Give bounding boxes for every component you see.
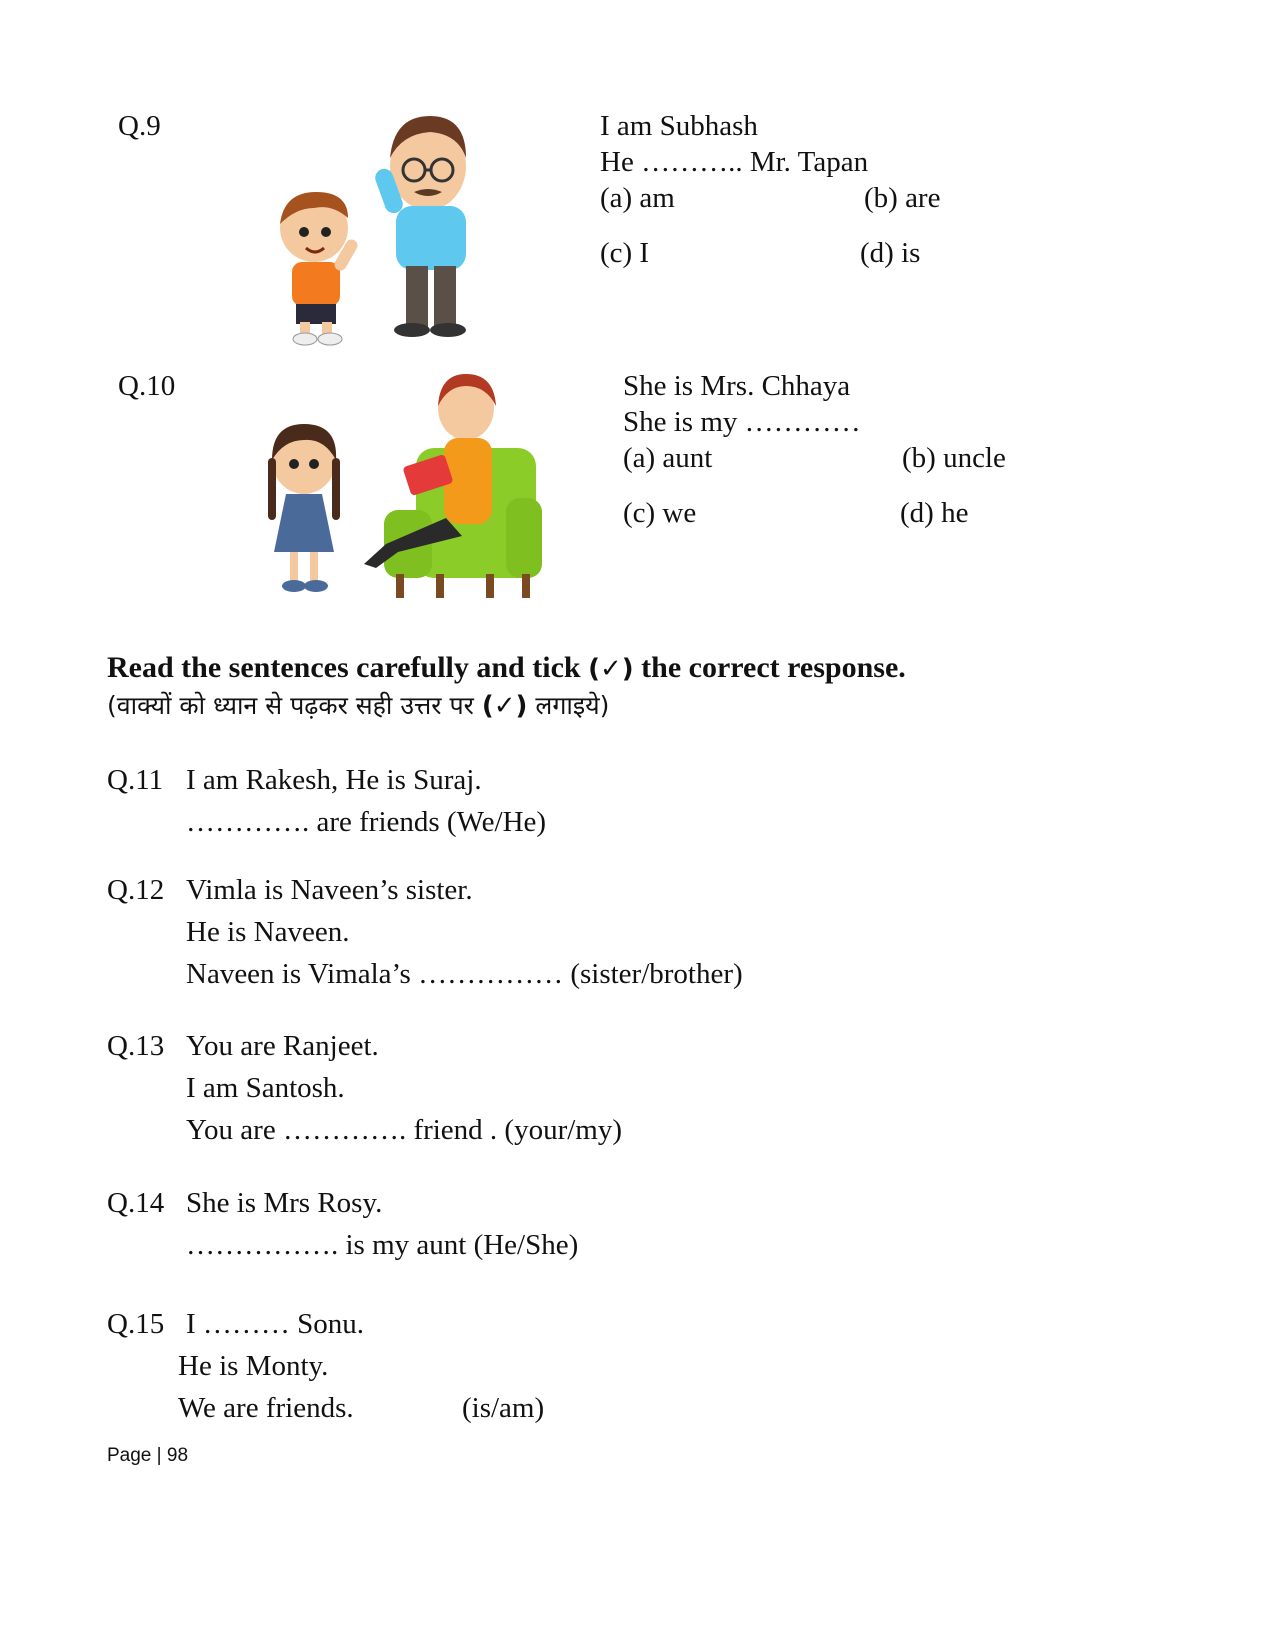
- instruction-heading: [107, 650, 906, 687]
- page-footer: [107, 1444, 188, 1468]
- q9-question: He ……….. Mr. Tapan: [600, 146, 869, 178]
- q11-line-2: …………. are friends (We/He): [186, 806, 547, 838]
- q13-line-3: You are …………. friend . (your/my): [186, 1114, 623, 1146]
- girl-figure: [268, 424, 340, 592]
- q15-line-2: He is Monty.: [178, 1350, 329, 1382]
- q9-statement: I am Subhash: [600, 110, 758, 142]
- q10-option-c[interactable]: (c) we: [623, 497, 697, 529]
- q15-line-3: We are friends.: [178, 1392, 354, 1424]
- instruction-text-start: Read the sentences carefully and tick: [107, 651, 581, 684]
- question-number-9: Q.9: [118, 110, 161, 142]
- q14-line-2: ……………. is my aunt (He/She): [186, 1229, 579, 1261]
- instruction-hindi: [107, 688, 609, 724]
- page-label: Page: [107, 1445, 152, 1466]
- q12-line-1: Vimla is Naveen’s sister.: [186, 874, 473, 906]
- q9-option-b[interactable]: (b) are: [864, 182, 941, 214]
- instruction-hindi-start: (वाक्यों को ध्यान से पढ़कर सही उत्तर पर: [107, 691, 474, 720]
- instruction-text-end: the correct response.: [641, 651, 906, 684]
- q10-option-a[interactable]: (a) aunt: [623, 442, 713, 474]
- boy-and-man-illustration: [268, 108, 498, 348]
- man-figure: [373, 116, 466, 337]
- instruction-hindi-end: लगाइये): [535, 691, 610, 720]
- boy-figure: [280, 192, 360, 345]
- question-number-15: Q.15: [107, 1308, 165, 1340]
- q12-line-3: Naveen is Vimala’s …………… (sister/brother): [186, 958, 743, 990]
- q9-option-d[interactable]: (d) is: [860, 237, 921, 269]
- q12-line-2: He is Naveen.: [186, 916, 350, 948]
- girl-and-woman-illustration: [266, 368, 542, 604]
- page-separator: |: [156, 1445, 162, 1466]
- question-number-11: Q.11: [107, 764, 164, 796]
- q15-options: (is/am): [462, 1392, 545, 1424]
- tick-mark-icon-hindi: (✓): [481, 691, 528, 721]
- question-number-10: Q.10: [118, 370, 176, 402]
- tick-mark-icon: (✓): [588, 654, 634, 684]
- q15-line-1: I ……… Sonu.: [186, 1308, 365, 1340]
- q10-statement: She is Mrs. Chhaya: [623, 370, 851, 402]
- q9-option-c[interactable]: (c) I: [600, 237, 650, 269]
- q10-question: She is my …………: [623, 406, 861, 438]
- question-number-14: Q.14: [107, 1187, 165, 1219]
- q11-line-1: I am Rakesh, He is Suraj.: [186, 764, 482, 796]
- question-number-13: Q.13: [107, 1030, 165, 1062]
- q9-option-a[interactable]: (a) am: [600, 182, 675, 214]
- question-number-12: Q.12: [107, 874, 165, 906]
- q14-line-1: She is Mrs Rosy.: [186, 1187, 383, 1219]
- page-number: 98: [166, 1445, 189, 1466]
- q10-option-d[interactable]: (d) he: [900, 497, 969, 529]
- q10-option-b[interactable]: (b) uncle: [902, 442, 1006, 474]
- q13-line-1: You are Ranjeet.: [186, 1030, 379, 1062]
- q13-line-2: I am Santosh.: [186, 1072, 345, 1104]
